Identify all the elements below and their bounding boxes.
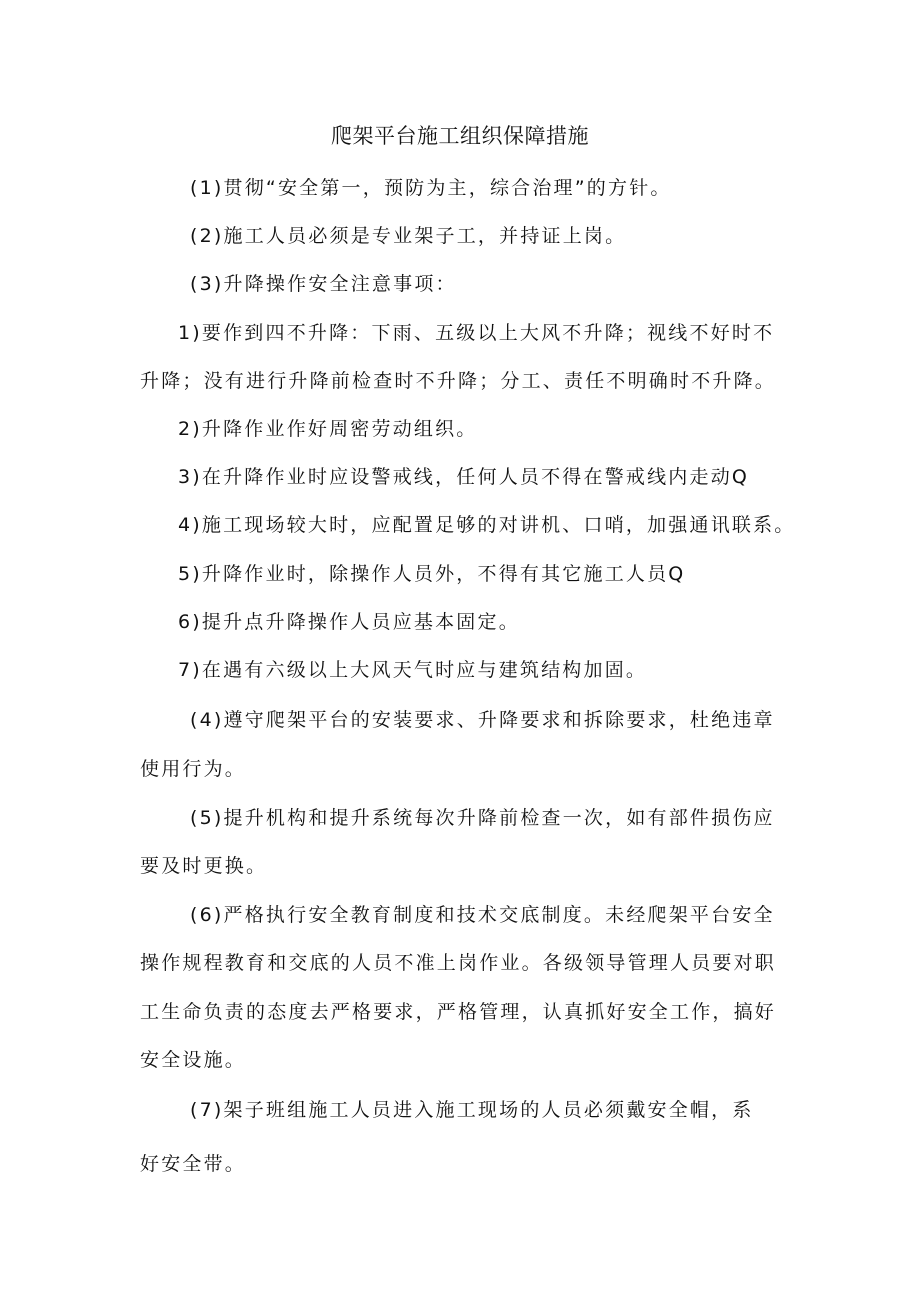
paragraph-line: 2)升降作业作好周密劳动组织。: [178, 418, 478, 440]
paragraph-line: 4)施工现场较大时，应配置足够的对讲机、口哨，加强通讯联系。: [178, 514, 796, 536]
paragraph-line: 要及时更换。: [140, 855, 268, 877]
paragraph-line: (6)严格执行安全教育制度和技术交底制度。未经爬架平台安全: [190, 904, 775, 926]
paragraph-line: 好安全带。: [140, 1153, 247, 1175]
paragraph-line: (5)提升机构和提升系统每次升降前检查一次，如有部件损伤应: [190, 807, 775, 829]
paragraph-line: 安全设施。: [140, 1049, 247, 1071]
document-title: 爬架平台施工组织保障措施: [331, 124, 589, 148]
paragraph-line: (3)升降操作安全注意事项：: [190, 273, 457, 295]
paragraph-line: (4)遵守爬架平台的安装要求、升降要求和拆除要求，杜绝违章: [190, 709, 775, 731]
paragraph-line: (7)架子班组施工人员进入施工现场的人员必须戴安全帽，系: [190, 1099, 754, 1121]
paragraph-line: 7)在遇有六级以上大风天气时应与建筑结构加固。: [178, 659, 648, 681]
paragraph-line: 3)在升降作业时应设警戒线，任何人员不得在警戒线内走动Q: [178, 466, 750, 488]
paragraph-line: 操作规程教育和交底的人员不准上岗作业。各级领导管理人员要对职: [140, 952, 777, 974]
paragraph-line: 升降；没有进行升降前检查时不升降；分工、责任不明确时不升降。: [140, 370, 777, 392]
paragraph-line: 使用行为。: [140, 758, 247, 780]
paragraph-line: (2)施工人员必须是专业架子工，并持证上岗。: [190, 225, 627, 247]
paragraph-line: (1)贯彻“安全第一，预防为主，综合治理”的方针。: [190, 177, 672, 199]
paragraph-line: 6)提升点升降操作人员应基本固定。: [178, 611, 520, 633]
paragraph-line: 5)升降作业时，除操作人员外，不得有其它施工人员Q: [178, 563, 686, 585]
paragraph-line: 1)要作到四不升降：下雨、五级以上大风不升降；视线不好时不: [178, 322, 775, 344]
paragraph-line: 工生命负责的态度去严格要求，严格管理，认真抓好安全工作，搞好: [140, 1001, 777, 1023]
